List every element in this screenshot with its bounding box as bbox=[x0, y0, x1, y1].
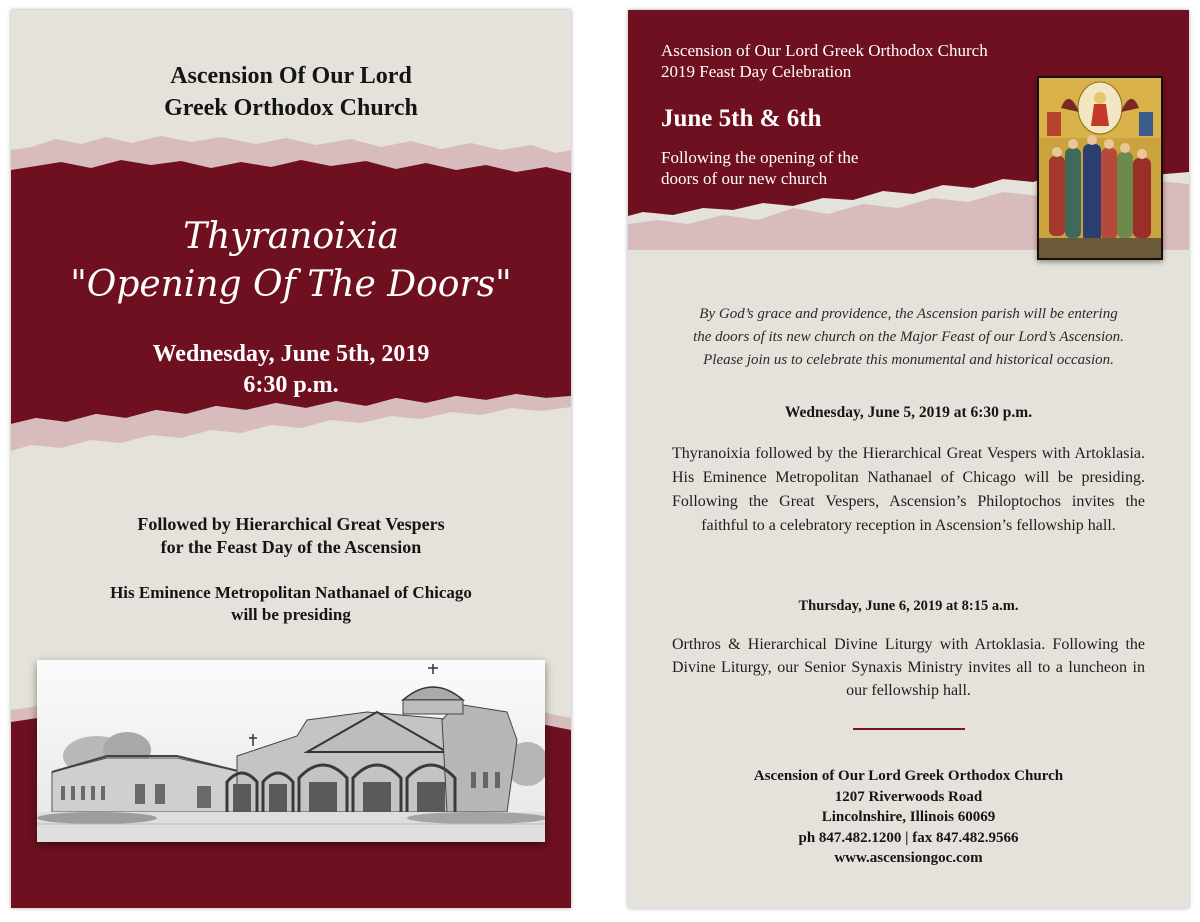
thursday-description: Orthros & Hierarchical Divine Liturgy with Artoklasia. Following the Divine Liturgy, our Senior Synaxis Ministry invites all to a luncheon in our fellowship hall. bbox=[672, 636, 1145, 699]
presiding-note-line1: His Eminence Metropolitan Nathanael of Chicago bbox=[110, 583, 472, 602]
vespers-note-line1: Followed by Hierarchical Great Vespers bbox=[137, 514, 445, 534]
contact-website: www.ascensiongoc.com bbox=[834, 850, 983, 866]
intro-line2: the doors of its new church on the Major Feast of our Lord’s Ascension. bbox=[693, 329, 1124, 345]
section-divider bbox=[853, 728, 965, 730]
church-sketch-drawing bbox=[37, 660, 545, 842]
ascension-icon-drawing bbox=[1039, 78, 1161, 258]
church-name-heading bbox=[11, 60, 571, 124]
event-date-line: Wednesday, June 5th, 2019 bbox=[152, 341, 430, 367]
presiding-note bbox=[11, 582, 571, 626]
intro-line1: By God’s grace and providence, the Ascension parish will be entering bbox=[699, 306, 1118, 322]
wednesday-heading: Wednesday, June 5, 2019 at 6:30 p.m. bbox=[784, 404, 1033, 421]
flyer-back-panel bbox=[628, 10, 1189, 908]
contact-phone-fax: ph 847.482.1200 | fax 847.482.9566 bbox=[798, 829, 1019, 846]
flyer-front-panel bbox=[11, 10, 571, 908]
ascension-icon-image bbox=[1037, 76, 1163, 260]
event-title-line1: Thyranoixia bbox=[183, 216, 399, 257]
event-title bbox=[11, 213, 571, 309]
contact-street: 1207 Riverwoods Road bbox=[834, 788, 983, 805]
contact-church-name: Ascension of Our Lord Greek Orthodox Church bbox=[753, 768, 1064, 784]
feast-dates: June 5th & 6th bbox=[661, 105, 822, 132]
wednesday-description: Thyranoixia followed by the Hierarchical Great Vespers with Artoklasia. His Eminence Metropolitan Nathanael of Chicago will be presiding. Following the Great Vespers, Ascension’s Philoptochos invites the faithful to a celebratory reception in Ascension’s fellowship hall. bbox=[672, 445, 1145, 534]
header-celebration-line: 2019 Feast Day Celebration bbox=[661, 62, 852, 81]
contact-city: Lincolnshire, Illinois 60069 bbox=[821, 809, 996, 825]
contact-block bbox=[658, 766, 1159, 869]
vespers-note-line2: for the Feast Day of the Ascension bbox=[160, 537, 422, 557]
church-name-line1: Ascension Of Our Lord bbox=[170, 63, 412, 89]
header-church-name bbox=[661, 40, 988, 82]
following-note-line2: doors of our new church bbox=[661, 169, 828, 188]
following-note bbox=[661, 147, 858, 189]
intro-paragraph bbox=[658, 303, 1159, 372]
event-date bbox=[11, 339, 571, 401]
presiding-note-line2: will be presiding bbox=[231, 605, 351, 624]
thursday-heading: Thursday, June 6, 2019 at 8:15 a.m. bbox=[798, 598, 1019, 614]
intro-line3: Please join us to celebrate this monumental and historical occasion. bbox=[703, 352, 1114, 368]
event-time-line: 6:30 p.m. bbox=[243, 372, 339, 398]
vespers-note bbox=[11, 513, 571, 559]
event-title-line2: "Opening Of The Doors" bbox=[70, 264, 512, 305]
following-note-line1: Following the opening of the bbox=[661, 148, 859, 167]
header-church-name-line: Ascension of Our Lord Greek Orthodox Church bbox=[661, 41, 988, 60]
church-name-line2: Greek Orthodox Church bbox=[164, 95, 418, 121]
church-building-image bbox=[37, 660, 545, 842]
